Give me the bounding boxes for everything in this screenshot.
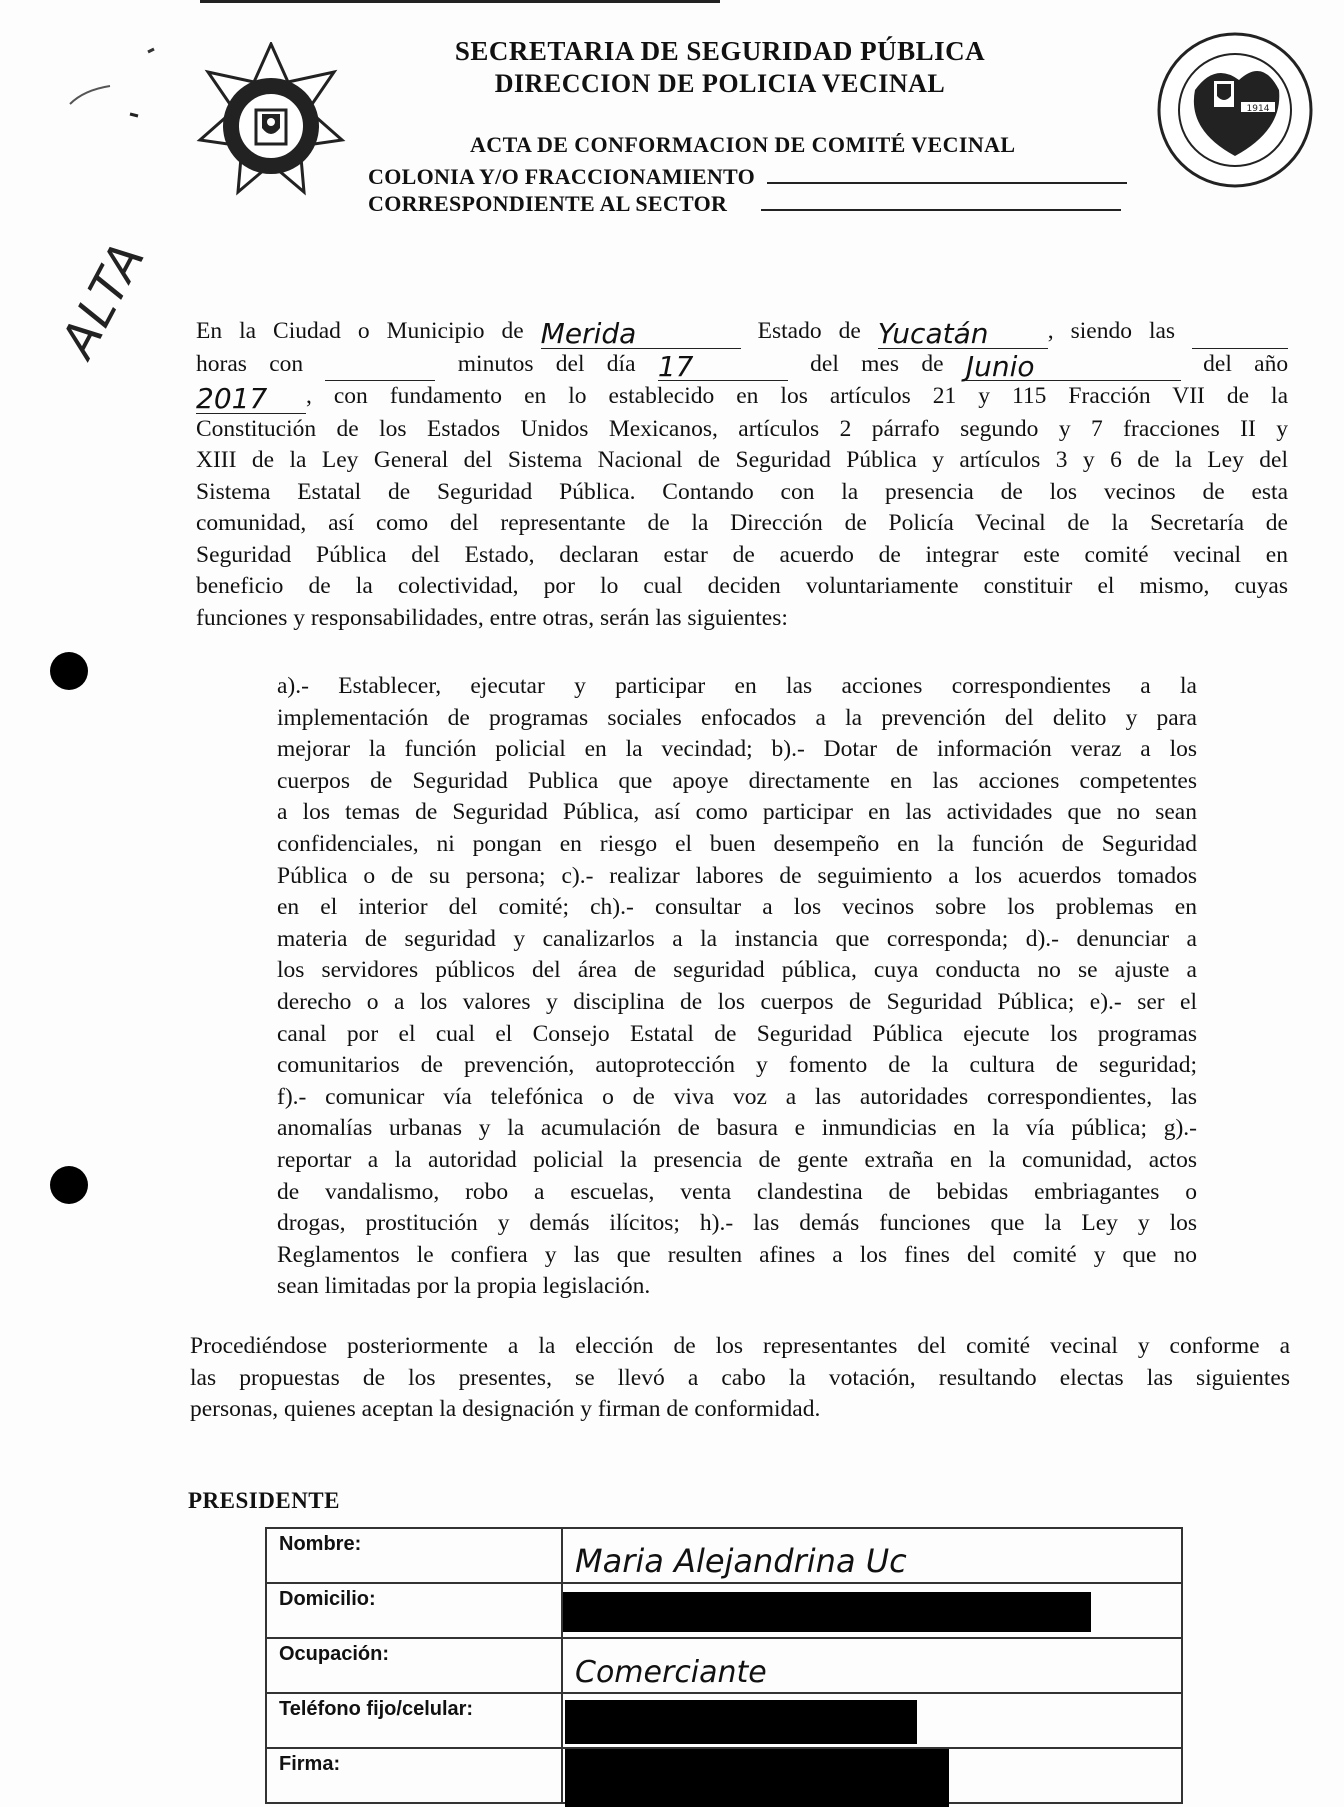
colonia-field (368, 164, 1127, 190)
mes-value: Junio (965, 349, 1035, 383)
ocupacion-value-cell[interactable] (562, 1638, 1182, 1693)
domicilio-label: Domicilio: (266, 1583, 562, 1638)
list-line: comunitarios de prevención, autoprotección y fomento de la cultura de seguridad; (277, 1052, 1197, 1079)
acta-title: ACTA DE CONFORMACION DE COMITÉ VECINAL (470, 132, 1016, 157)
list-line: derecho o a los valores y disciplina de los cuerpos de Seguridad Pública; e).- ser el (277, 988, 1197, 1015)
domicilio-value-cell[interactable] (562, 1583, 1182, 1638)
ocupacion-label: Ocupación: (266, 1638, 562, 1693)
telefono-value-cell[interactable] (562, 1693, 1182, 1748)
dia-value: 17 (657, 349, 694, 383)
list-line: en el interior del comité; ch).- consultar a los vecinos sobre los problemas en (277, 894, 1197, 921)
header-titles (360, 34, 1080, 100)
list-line: Pública o de su persona; c).- realizar labores de seguimiento a los acuerdos tomados (277, 862, 1197, 889)
table-row (266, 1583, 1182, 1638)
estado-value: Yucatán (877, 317, 989, 350)
margin-handwritten-note: ALTA (50, 232, 157, 367)
table-row (266, 1748, 1182, 1803)
firma-value-cell[interactable] (562, 1748, 1182, 1803)
hole-punch-top (50, 652, 88, 690)
mes-blank (966, 349, 1181, 382)
header-line2: DIRECCION DE POLICIA VECINAL (494, 69, 946, 98)
redaction-bar (565, 1749, 949, 1807)
anio-blank (196, 381, 306, 414)
consejo-seal-icon (1155, 30, 1315, 190)
nombre-value-cell[interactable] (562, 1528, 1182, 1583)
presidente-title: PRESIDENTE (188, 1488, 340, 1513)
list-line: cuerpos de Seguridad Publica que apoye directamente en las acciones competentes (277, 767, 1197, 794)
list-line: materia de seguridad y canalizarlos a la instancia que corresponda; d).- denunciar a (277, 925, 1197, 952)
telefono-label: Teléfono fijo/celular: (266, 1693, 562, 1748)
municipio-blank (541, 316, 741, 349)
list-line: Reglamentos le confiera y las que resulten afines a los fines del comité y que no (277, 1241, 1197, 1268)
list-line: los servidores públicos del área de seguridad pública, cuya conducta no se ajuste a (277, 957, 1197, 984)
dia-blank (658, 349, 788, 382)
sector-label: CORRESPONDIENTE AL SECTOR (368, 191, 728, 216)
intro-paragraph (196, 316, 1288, 634)
intro-line-10: funciones y responsabilidades, entre otras, serán las siguientes: (196, 604, 788, 631)
municipio-value: Merida (540, 317, 637, 350)
list-line: f).- comunicar vía telefónica o de viva voz a las autoridades correspondientes, las (277, 1083, 1197, 1110)
horas-blank (1192, 316, 1288, 349)
list-line: drogas, prostitución y demás ilícitos; h).- las demás funciones que la Ley y los (277, 1210, 1197, 1237)
secretaria-seal-icon (196, 42, 346, 202)
intro-line-9: beneficio de la colectividad, por lo cual deciden voluntariamente constituir el mismo, cuyas (196, 573, 1288, 599)
closing-paragraph (190, 1331, 1290, 1426)
table-row (266, 1528, 1182, 1583)
colonia-blank (767, 164, 1127, 184)
presidente-table (265, 1527, 1183, 1804)
intro-line-7: comunidad, así como del representante de la Dirección de Policía Vecinal de la Secretaría de (196, 510, 1288, 536)
intro-line-8: Seguridad Pública del Estado, declaran estar de acuerdo de integrar este comité vecinal en (196, 541, 1288, 568)
intro-line-1: En la Ciudad o Municipio de Merida Estado de Yucatán , siendo las (196, 316, 1288, 349)
table-row (266, 1638, 1182, 1693)
redaction-bar (565, 1700, 917, 1744)
firma-label: Firma: (266, 1748, 562, 1803)
list-line: canal por el cual el Consejo Estatal de Seguridad Pública ejecute los programas (277, 1020, 1197, 1047)
list-line: confidenciales, ni pongan en riesgo el buen desempeño en la función de Seguridad (277, 830, 1197, 857)
list-line: anomalías urbanas y la acumulación de basura e inmundicias en la vía pública; g).- (277, 1115, 1197, 1142)
list-line: a).- Establecer, ejecutar y participar en las acciones correspondientes a la (277, 673, 1197, 699)
estado-blank (878, 316, 1048, 349)
intro-line-4: Constitución de los Estados Unidos Mexicanos, artículos 2 párrafo segundo y 7 fracciones II y (196, 415, 1288, 442)
intro-line-5: XIII de la Ley General del Sistema Nacional de Seguridad Pública y artículos 3 y 6 de la Ley del (196, 447, 1288, 473)
list-line: sean limitadas por la propia legislación. (277, 1273, 651, 1300)
colonia-label: COLONIA Y/O FRACCIONAMIENTO (368, 164, 756, 189)
closing-line: personas, quienes aceptan la designación y firman de conformidad. (190, 1396, 821, 1422)
nombre-value: Maria Alejandrina Uc (575, 1542, 907, 1580)
closing-line: Procediéndose posteriormente a la elección de los representantes del comité vecinal y conforme a (190, 1333, 1290, 1359)
list-line: a los temas de Seguridad Pública, así como participar en las actividades que no sean (277, 799, 1197, 826)
minutos-blank (325, 349, 435, 382)
anio-value: 2017 (196, 382, 268, 415)
intro-line-2: horas con minutos del día 17 del mes de Junio del año (196, 349, 1289, 383)
redaction-bar (563, 1592, 1091, 1632)
intro-line-6: Sistema Estatal de Seguridad Pública. Contando con la presencia de los vecinos de esta (196, 478, 1288, 505)
svg-text:1914: 1914 (1246, 104, 1270, 114)
list-line: reportar a la autoridad policial la presencia de gente extraña en la comunidad, actos (277, 1146, 1197, 1173)
closing-line: las propuestas de los presentes, se llevó a cabo la votación, resultando electas las siguientes (190, 1364, 1290, 1391)
nombre-label: Nombre: (266, 1528, 562, 1583)
sector-field (368, 191, 1121, 217)
sector-blank (761, 191, 1121, 211)
hole-punch-bottom (50, 1166, 88, 1204)
list-line: mejorar la función policial en la vecindad; b).- Dotar de información veraz a los (277, 736, 1197, 763)
table-row (266, 1693, 1182, 1748)
margin-scribble (60, 44, 160, 124)
intro-line-3: 2017 , con fundamento en lo establecido en los artículos 21 y 115 Fracción VII de la (196, 382, 1288, 415)
list-line: de vandalismo, robo a escuelas, venta clandestina de bebidas embriagantes o (277, 1178, 1197, 1205)
functions-list (277, 671, 1197, 1303)
list-line: implementación de programas sociales enfocados a la prevención del delito y para (277, 704, 1197, 731)
top-border-line (200, 0, 720, 3)
ocupacion-value: Comerciante (575, 1655, 767, 1690)
header-line1: SECRETARIA DE SEGURIDAD PÚBLICA (454, 36, 986, 66)
